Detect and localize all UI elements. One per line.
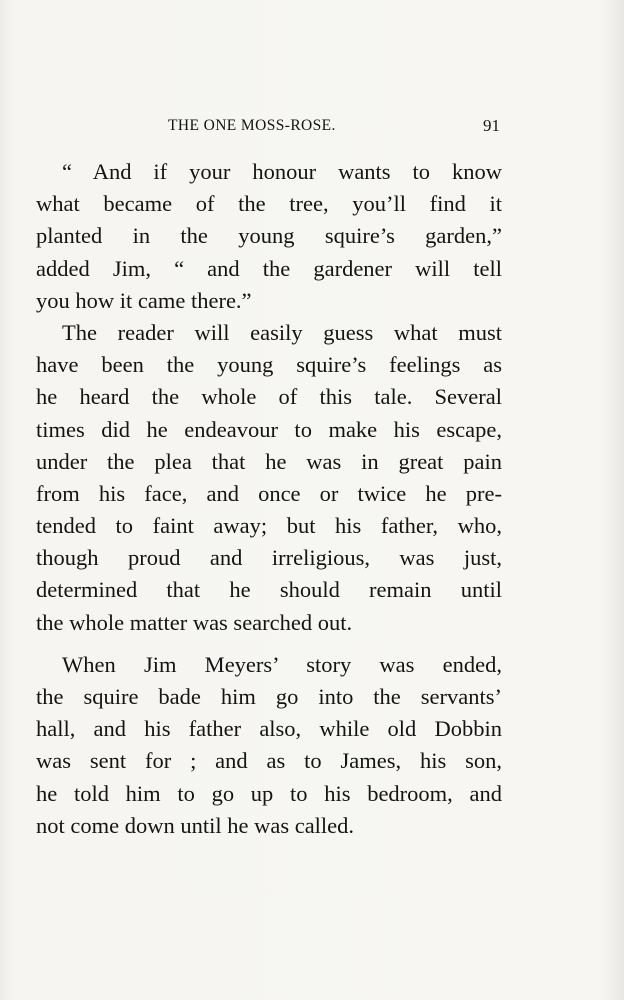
text-line: he heard the whole of this tale. Several — [36, 384, 502, 410]
running-title: THE ONE MOSS-ROSE. — [168, 117, 336, 134]
text-line: When Jim Meyers’ story was ended, — [62, 651, 502, 677]
text-line: added Jim, “ and the gardener will tell — [36, 255, 502, 281]
paragraph — [36, 649, 502, 842]
running-header — [36, 114, 500, 138]
text-line: under the plea that he was in great pain — [36, 448, 502, 474]
paragraph — [36, 317, 502, 639]
text-line: planted in the young squire’s garden,” — [36, 223, 502, 249]
text-line: what became of the tree, you’ll find it — [36, 191, 502, 217]
text-line: the squire bade him go into the servants’ — [36, 684, 502, 709]
text-line: The reader will easily guess what must — [62, 319, 502, 345]
text-line: though proud and irreligious, was just, — [36, 545, 502, 571]
text-line: “ And if your honour wants to know — [62, 159, 502, 184]
text-line: he told him to go up to his bedroom, and — [36, 780, 502, 806]
text-line: tended to faint away; but his father, who, — [36, 513, 502, 539]
text-line: times did he endeavour to make his escape, — [36, 416, 502, 442]
text-line: determined that he should remain until — [36, 577, 502, 603]
text-line: have been the young squire’s feelings as — [36, 352, 502, 378]
text-line: hall, and his father also, while old Dobbin — [36, 716, 502, 742]
page-number: 91 — [483, 116, 500, 135]
paragraph — [36, 156, 502, 317]
text-line: not come down until he was called. — [36, 812, 355, 838]
paragraph-spacer — [36, 639, 502, 649]
text-line: the whole matter was searched out. — [36, 609, 353, 635]
text-line: was sent for ; and as to James, his son, — [36, 748, 502, 774]
body-text — [36, 156, 502, 842]
text-line: from his face, and once or twice he pre- — [36, 480, 502, 506]
text-line: you how it came there.” — [36, 287, 252, 313]
